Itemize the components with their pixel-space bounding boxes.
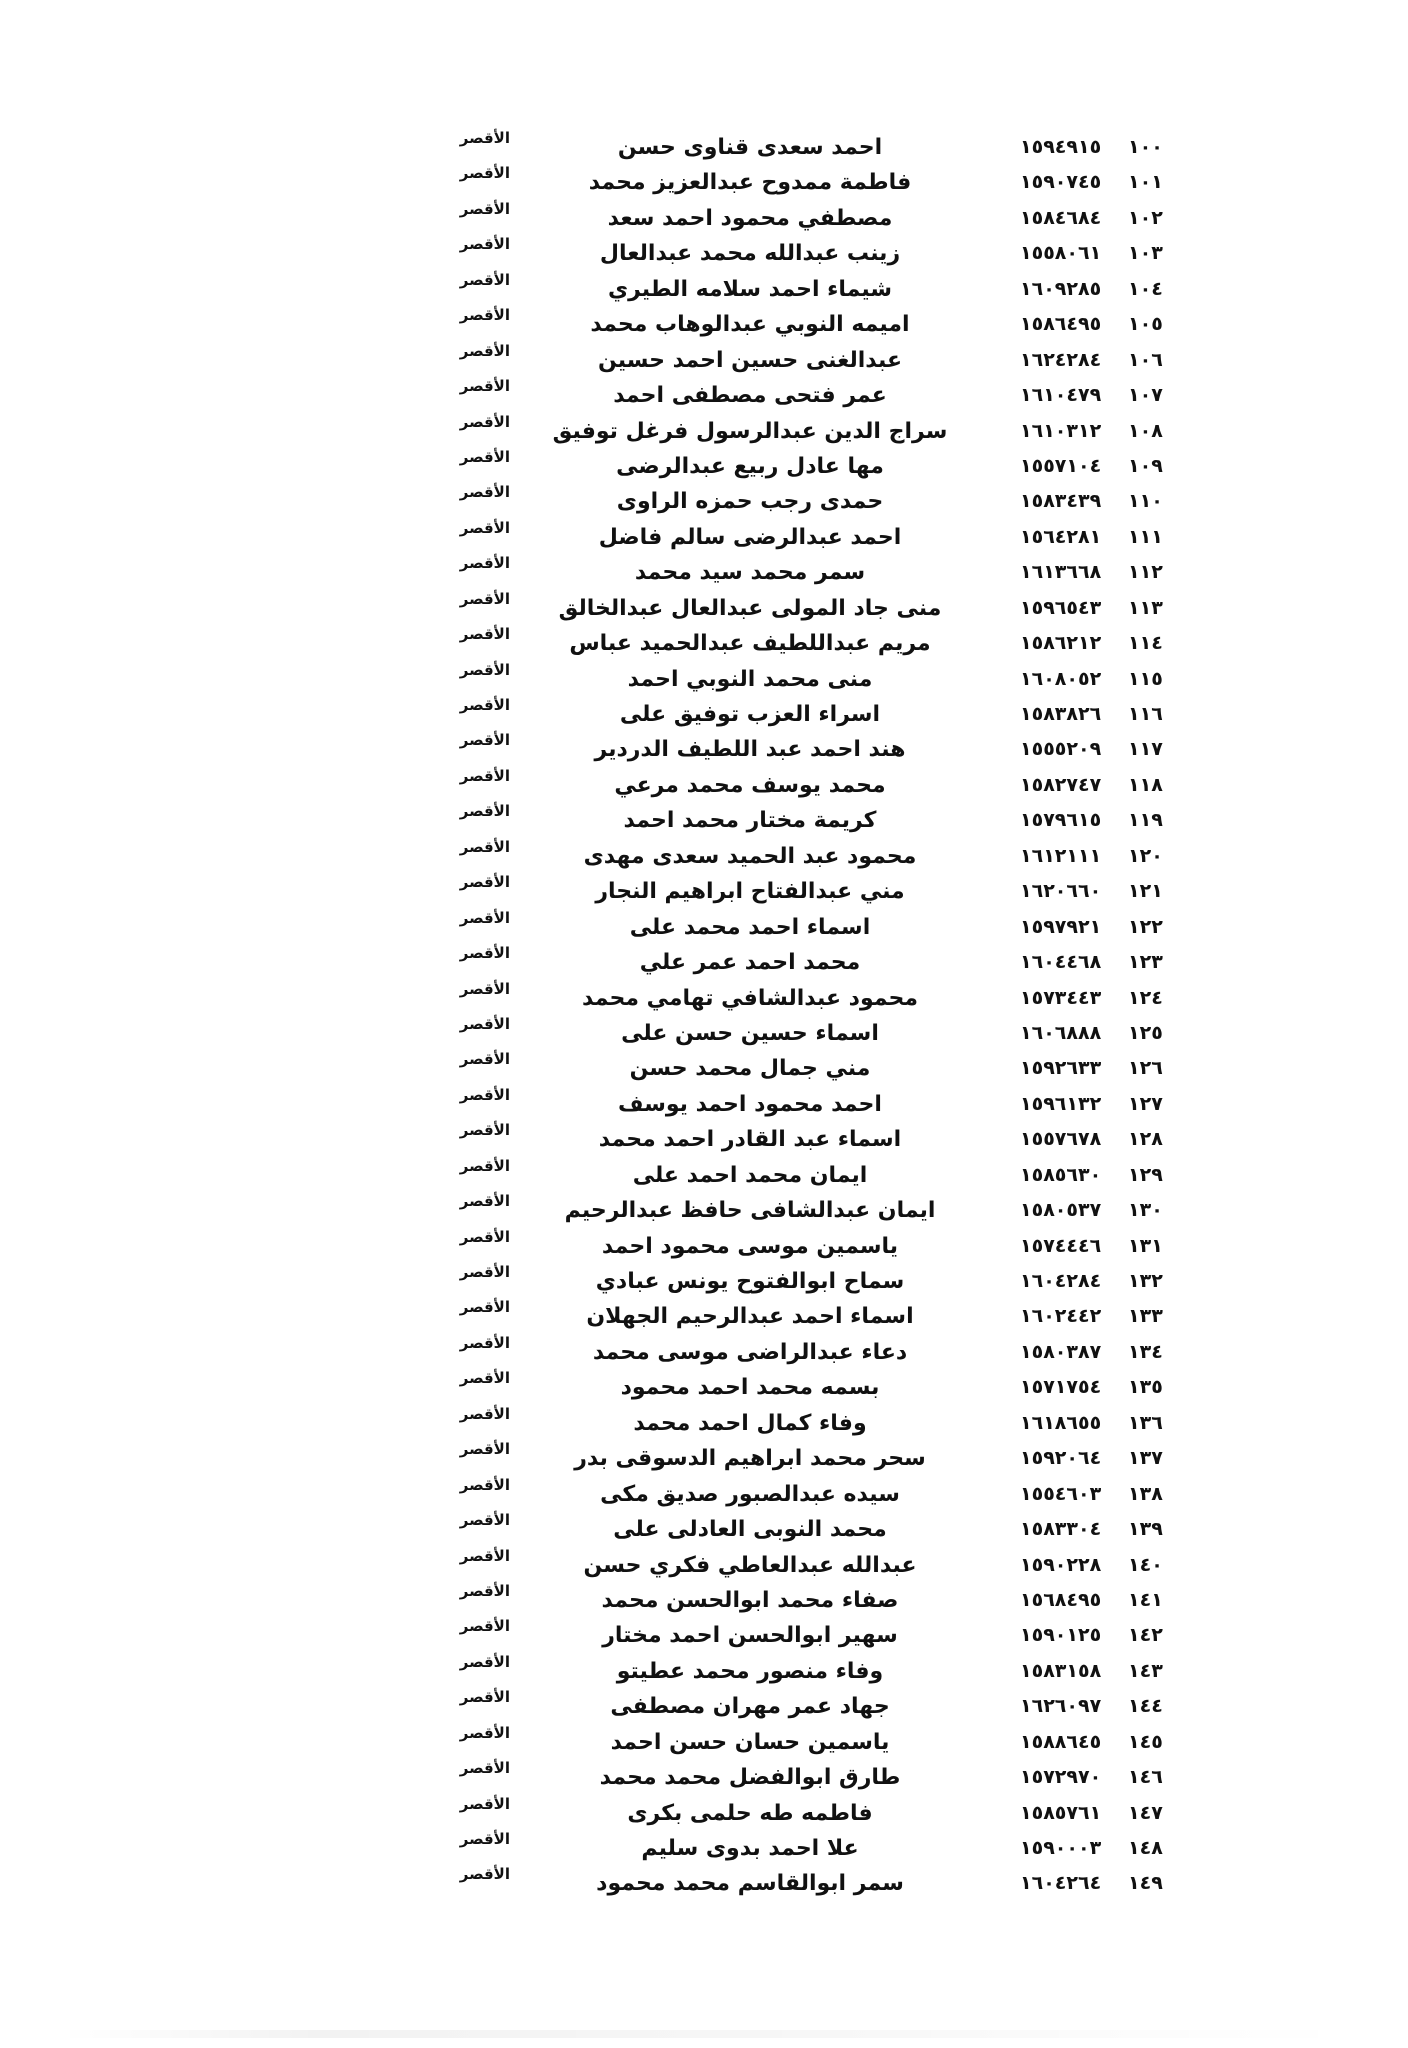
- row-name: احمد سعدى قناوى حسن: [617, 135, 883, 160]
- row-name: عبدالله عبدالعاطي فكري حسن: [583, 1552, 917, 1578]
- row-governorate: الأقصر: [459, 270, 510, 289]
- list-item: [0, 803, 1408, 838]
- row-code: ١٥٨٣١٥٨: [1020, 1659, 1102, 1682]
- row-name: سراج الدين عبدالرسول فرغل توفيق: [552, 418, 948, 444]
- list-item: [0, 1406, 1408, 1441]
- row-number: ١٤٦: [1128, 1766, 1163, 1789]
- row-name: سمر ابوالقاسم محمد محمود: [596, 1871, 904, 1897]
- row-code: ١٦٠٨٠٥٢: [1020, 667, 1102, 690]
- row-code: ١٥٨٦٤٩٥: [1020, 313, 1102, 336]
- row-code: ١٥٩٠٢٢٨: [1020, 1553, 1102, 1576]
- list-item: [0, 1477, 1408, 1512]
- row-code: ١٥٥٥٢٠٩: [1020, 738, 1102, 761]
- list-item: [0, 1654, 1408, 1689]
- row-governorate: الأقصر: [459, 1404, 510, 1423]
- row-code: ١٥٨٣٤٣٩: [1020, 490, 1102, 513]
- row-name: علا احمد بدوى سليم: [641, 1836, 859, 1861]
- list-item: [0, 1725, 1408, 1760]
- row-governorate: الأقصر: [459, 1014, 510, 1033]
- row-code: ١٥٧٩٦١٥: [1020, 809, 1102, 832]
- row-number: ١١٠: [1128, 490, 1163, 513]
- row-governorate: الأقصر: [459, 164, 510, 183]
- row-name: اسماء احمد عبدالرحيم الجهلان: [586, 1304, 914, 1330]
- row-code: ١٥٩٢٠٦٤: [1020, 1447, 1102, 1470]
- row-number: ١٤٤: [1128, 1695, 1163, 1718]
- row-governorate: الأقصر: [459, 1475, 510, 1494]
- row-governorate: الأقصر: [459, 1617, 510, 1636]
- row-code: ١٥٨٥٧٦١: [1020, 1801, 1102, 1824]
- row-governorate: الأقصر: [459, 1333, 510, 1352]
- row-number: ١٠٢: [1128, 206, 1163, 229]
- row-governorate: الأقصر: [459, 944, 510, 963]
- row-name: محمد يوسف محمد مرعي: [614, 772, 886, 798]
- list-item: [0, 1087, 1408, 1122]
- row-number: ١٢٠: [1128, 844, 1163, 867]
- row-governorate: الأقصر: [459, 731, 510, 750]
- row-governorate: الأقصر: [459, 1830, 510, 1848]
- row-governorate: الأقصر: [459, 1865, 510, 1884]
- row-code: ١٥٨٦٢١٢: [1020, 632, 1102, 655]
- row-number: ١٢٢: [1128, 915, 1163, 938]
- row-name: محمود عبدالشافي تهامي محمد: [582, 985, 918, 1011]
- list-item: [0, 484, 1408, 519]
- row-number: ١١٣: [1128, 596, 1163, 619]
- row-governorate: الأقصر: [459, 1156, 510, 1175]
- row-number: ١٠٠: [1128, 136, 1163, 158]
- row-name: بسمه محمد احمد محمود: [620, 1375, 880, 1401]
- list-item: [0, 520, 1408, 555]
- row-governorate: الأقصر: [459, 1369, 510, 1388]
- row-governorate: الأقصر: [459, 837, 510, 856]
- list-item: [0, 697, 1408, 732]
- row-code: ١٦٢٦٠٩٧: [1020, 1695, 1102, 1718]
- row-governorate: الأقصر: [459, 235, 510, 254]
- list-item: [0, 1264, 1408, 1299]
- row-number: ١٣١: [1128, 1234, 1163, 1257]
- list-item: [0, 165, 1408, 200]
- list-item: [0, 236, 1408, 271]
- row-code: ١٥٩٠٧٤٥: [1020, 171, 1102, 194]
- row-code: ١٥٩٦٥٤٣: [1020, 596, 1102, 619]
- row-name: عبدالغنى حسين احمد حسين: [597, 347, 903, 373]
- row-name: ياسمين حسان حسن احمد: [610, 1729, 890, 1755]
- row-code: ١٥٩٧٩٢١: [1020, 915, 1102, 938]
- row-number: ١٣٣: [1128, 1305, 1163, 1328]
- list-item: [0, 1618, 1408, 1653]
- row-number: ١٤٨: [1128, 1837, 1163, 1859]
- row-number: ١٣٧: [1128, 1447, 1163, 1470]
- list-item: [0, 768, 1408, 803]
- row-governorate: الأقصر: [459, 447, 510, 466]
- row-code: ١٥٥٨٠٦١: [1020, 242, 1102, 265]
- row-name: كريمة مختار محمد احمد: [623, 808, 877, 834]
- row-number: ١٤٢: [1128, 1624, 1163, 1647]
- row-number: ١٣٨: [1128, 1482, 1163, 1505]
- row-governorate: الأقصر: [459, 199, 510, 218]
- row-name: اسراء العزب توفيق على: [619, 702, 881, 727]
- row-code: ١٥٨٣٨٢٦: [1020, 703, 1102, 725]
- row-code: ١٦٠٤٢٦٤: [1020, 1872, 1102, 1895]
- row-governorate: الأقصر: [459, 412, 510, 431]
- row-code: ١٥٨٨٦٤٥: [1020, 1730, 1102, 1753]
- row-code: ١٦١٨٦٥٥: [1020, 1411, 1102, 1434]
- row-name: هند احمد عبد اللطيف الدردير: [594, 737, 906, 763]
- row-number: ١٠٨: [1128, 419, 1163, 442]
- row-code: ١٦٠٤٤٦٨: [1020, 951, 1102, 974]
- list-item: [0, 1760, 1408, 1795]
- list-item: [0, 1689, 1408, 1724]
- row-code: ١٥٧٢٩٧٠: [1020, 1766, 1102, 1789]
- row-name: محمد احمد عمر علي: [639, 950, 861, 976]
- row-governorate: الأقصر: [459, 483, 510, 502]
- row-number: ١٠١: [1128, 171, 1163, 194]
- row-governorate: الأقصر: [459, 1227, 510, 1246]
- row-name: فاطمة ممدوح عبدالعزيز محمد: [588, 170, 912, 196]
- row-number: ١٤٥: [1128, 1730, 1163, 1753]
- row-number: ١٠٥: [1128, 313, 1163, 336]
- row-number: ١١٤: [1128, 632, 1163, 655]
- row-governorate: الأقصر: [459, 660, 510, 679]
- row-name: ايمان عبدالشافى حافظ عبدالرحيم: [564, 1198, 936, 1224]
- row-name: محمود عبد الحميد سعدى مهدى: [583, 843, 917, 869]
- row-code: ١٥٩٠٠٠٣: [1020, 1837, 1102, 1859]
- row-code: ١٦١٠٣١٢: [1020, 419, 1102, 442]
- list-item: [0, 414, 1408, 449]
- row-number: ١٣٦: [1128, 1411, 1163, 1434]
- row-code: ١٥٩٠١٢٥: [1020, 1624, 1102, 1647]
- row-code: ١٦٠٢٤٤٢: [1020, 1305, 1102, 1328]
- row-governorate: الأقصر: [459, 1298, 510, 1317]
- row-number: ١١١: [1128, 525, 1163, 548]
- row-governorate: الأقصر: [459, 766, 510, 785]
- row-name: سهير ابوالحسن احمد مختار: [602, 1623, 898, 1649]
- row-governorate: الأقصر: [459, 306, 510, 325]
- list-item: [0, 378, 1408, 413]
- row-code: ١٦٠٦٨٨٨: [1020, 1021, 1102, 1044]
- list-item: [0, 732, 1408, 767]
- row-governorate: الأقصر: [459, 1652, 510, 1671]
- row-governorate: الأقصر: [459, 1794, 510, 1813]
- row-code: ١٥٨٥٦٣٠: [1020, 1163, 1102, 1186]
- row-code: ١٦٢٤٢٨٤: [1020, 348, 1102, 371]
- row-name: سمر محمد سيد محمد: [634, 560, 866, 586]
- list-item: [0, 343, 1408, 378]
- row-governorate: الأقصر: [459, 1121, 510, 1140]
- row-code: ١٦٠٤٢٨٤: [1020, 1270, 1102, 1292]
- row-code: ١٥٦٨٤٩٥: [1020, 1588, 1102, 1611]
- row-name: زينب عبدالله محمد عبدالعال: [599, 241, 901, 267]
- row-number: ١١٦: [1128, 703, 1163, 725]
- row-name: وفاء منصور محمد عطيتو: [616, 1658, 884, 1684]
- row-number: ١٢٦: [1128, 1057, 1163, 1080]
- list-item: [0, 307, 1408, 342]
- row-number: ١٠٦: [1128, 348, 1163, 371]
- list-item: [0, 201, 1408, 236]
- list-item: [0, 1512, 1408, 1547]
- row-governorate: الأقصر: [459, 979, 510, 998]
- row-name: صفاء محمد ابوالحسن محمد: [601, 1587, 899, 1613]
- list-item: [0, 1335, 1408, 1370]
- row-name: مني جمال محمد حسن: [629, 1056, 871, 1082]
- list-item: [0, 1831, 1408, 1866]
- row-governorate: الأقصر: [459, 518, 510, 537]
- list-item: [0, 910, 1408, 945]
- row-name: منى محمد النوبي احمد: [627, 666, 873, 692]
- list-item: [0, 626, 1408, 661]
- row-number: ١٣٢: [1128, 1270, 1163, 1292]
- row-name: عمر فتحى مصطفى احمد: [613, 383, 887, 409]
- row-name: ايمان محمد احمد على: [632, 1162, 868, 1188]
- row-number: ١٤١: [1128, 1588, 1163, 1611]
- row-code: ١٥٧١٧٥٤: [1020, 1376, 1102, 1399]
- row-code: ١٥٧٤٤٤٦: [1020, 1234, 1102, 1257]
- row-number: ١٣٤: [1128, 1340, 1163, 1363]
- row-governorate: الأقصر: [459, 554, 510, 573]
- row-code: ١٥٥٧٦٧٨: [1020, 1128, 1102, 1151]
- row-governorate: الأقصر: [459, 625, 510, 644]
- row-code: ١٦١٠٤٧٩: [1020, 384, 1102, 407]
- row-number: ١٣٠: [1128, 1199, 1163, 1222]
- list-item: [0, 1583, 1408, 1618]
- list-item: [0, 272, 1408, 307]
- list-item: [0, 1158, 1408, 1193]
- row-governorate: الأقصر: [459, 1511, 510, 1530]
- row-code: ١٥٨٣٣٠٤: [1020, 1518, 1102, 1541]
- row-number: ١٢٩: [1128, 1163, 1163, 1186]
- row-code: ١٥٥٤٦٠٣: [1020, 1482, 1102, 1505]
- row-governorate: الأقصر: [459, 377, 510, 396]
- row-name: حمدى رجب حمزه الراوى: [616, 489, 884, 515]
- list-item: [0, 945, 1408, 980]
- row-number: ١٢٧: [1128, 1092, 1163, 1115]
- row-name: ياسمين موسى محمود احمد: [601, 1233, 899, 1259]
- row-name: سماح ابوالفتوح يونس عبادي: [595, 1269, 905, 1294]
- list-item: [0, 662, 1408, 697]
- row-name: محمد النوبى العادلى على: [613, 1517, 887, 1543]
- row-code: ١٥٨٠٣٨٧: [1020, 1340, 1102, 1363]
- row-name: اسماء حسين حسن على: [621, 1020, 879, 1046]
- row-governorate: الأقصر: [459, 589, 510, 608]
- row-name: مها عادل ربيع عبدالرضى: [616, 453, 884, 479]
- row-name: مني عبدالفتاح ابراهيم النجار: [595, 879, 905, 905]
- row-name: جهاد عمر مهران مصطفى: [610, 1694, 890, 1720]
- row-number: ١١٢: [1128, 561, 1163, 584]
- row-code: ١٥٩٤٩١٥: [1020, 136, 1102, 158]
- list-item: [0, 449, 1408, 484]
- row-governorate: الأقصر: [459, 1723, 510, 1742]
- row-name: سيده عبدالصبور صديق مكى: [600, 1481, 900, 1507]
- row-governorate: الأقصر: [459, 1759, 510, 1778]
- row-number: ١٠٩: [1128, 454, 1163, 477]
- row-number: ١٠٣: [1128, 242, 1163, 265]
- row-code: ١٥٨٢٧٤٧: [1020, 773, 1102, 796]
- scan-edge-mark: [60, 2030, 1350, 2038]
- row-number: ١١٧: [1128, 738, 1163, 761]
- row-number: ١٤٩: [1128, 1872, 1163, 1895]
- row-name: مصطفي محمود احمد سعد: [607, 205, 893, 231]
- list-item: [0, 839, 1408, 874]
- row-code: ١٥٩٢٦٣٣: [1020, 1057, 1102, 1080]
- row-number: ١٠٧: [1128, 384, 1163, 407]
- row-number: ١٣٥: [1128, 1376, 1163, 1399]
- row-name: دعاء عبدالراضى موسى محمد: [592, 1339, 908, 1365]
- row-code: ١٦١٣٦٦٨: [1020, 561, 1102, 584]
- row-code: ١٥٩٦١٣٢: [1020, 1092, 1102, 1115]
- row-governorate: الأقصر: [459, 802, 510, 821]
- list-item: [0, 591, 1408, 626]
- row-number: ١٤٣: [1128, 1659, 1163, 1682]
- row-number: ١٢١: [1128, 880, 1163, 903]
- list-item: [0, 130, 1408, 165]
- row-name: اسماء عبد القادر احمد محمد: [598, 1127, 902, 1153]
- list-item: [0, 1122, 1408, 1157]
- row-number: ١٠٤: [1128, 277, 1163, 300]
- list-item: [0, 1193, 1408, 1228]
- list-item: [0, 1548, 1408, 1583]
- row-name: طارق ابوالفضل محمد محمد: [599, 1765, 901, 1791]
- row-name: اميمه النوبي عبدالوهاب محمد: [590, 312, 910, 338]
- row-governorate: الأقصر: [459, 1440, 510, 1459]
- row-number: ١٢٨: [1128, 1128, 1163, 1151]
- list-item: [0, 1299, 1408, 1334]
- row-number: ١١٨: [1128, 773, 1163, 796]
- row-governorate: الأقصر: [459, 1546, 510, 1565]
- list-item: [0, 1866, 1408, 1901]
- row-governorate: الأقصر: [459, 129, 510, 147]
- row-number: ١٢٥: [1128, 1021, 1163, 1044]
- row-number: ١٣٩: [1128, 1518, 1163, 1541]
- list-item: [0, 874, 1408, 909]
- list-item: [0, 1796, 1408, 1831]
- list-item: [0, 981, 1408, 1016]
- row-name: سحر محمد ابراهيم الدسوقى بدر: [574, 1446, 926, 1472]
- row-name: شيماء احمد سلامه الطيري: [607, 276, 893, 302]
- row-name: احمد عبدالرضى سالم فاضل: [598, 524, 902, 550]
- list-item: [0, 1016, 1408, 1051]
- row-name: فاطمه طه حلمى بكرى: [627, 1800, 873, 1826]
- list-item: [0, 555, 1408, 590]
- row-number: ١٤٠: [1128, 1553, 1163, 1576]
- row-number: ١٢٣: [1128, 951, 1163, 974]
- row-governorate: الأقصر: [459, 1263, 510, 1281]
- row-code: ١٦١٢١١١: [1020, 844, 1102, 867]
- list-item: [0, 1441, 1408, 1476]
- row-name: وفاء كمال احمد محمد: [633, 1410, 867, 1436]
- row-code: ١٦٠٩٢٨٥: [1020, 277, 1102, 300]
- row-code: ١٥٨٤٦٨٤: [1020, 206, 1102, 229]
- row-governorate: الأقصر: [459, 873, 510, 892]
- row-number: ١١٥: [1128, 667, 1163, 690]
- names-list: [0, 130, 1408, 1902]
- row-governorate: الأقصر: [459, 341, 510, 360]
- list-item: [0, 1370, 1408, 1405]
- list-item: [0, 1051, 1408, 1086]
- row-governorate: الأقصر: [459, 1581, 510, 1600]
- row-governorate: الأقصر: [459, 908, 510, 927]
- row-name: منى جاد المولى عبدالعال عبدالخالق: [558, 595, 942, 621]
- row-code: ١٥٧٣٤٤٣: [1020, 986, 1102, 1009]
- row-code: ١٥٦٤٢٨١: [1020, 525, 1102, 548]
- row-number: ١٢٤: [1128, 986, 1163, 1009]
- row-number: ١٤٧: [1128, 1801, 1163, 1824]
- list-item: [0, 1229, 1408, 1264]
- row-governorate: الأقصر: [459, 696, 510, 714]
- row-code: ١٦٢٠٦٦٠: [1020, 880, 1102, 903]
- row-name: مريم عبداللطيف عبدالحميد عباس: [569, 631, 931, 657]
- row-code: ١٥٥٧١٠٤: [1020, 454, 1102, 477]
- row-name: احمد محمود احمد يوسف: [618, 1091, 882, 1117]
- row-governorate: الأقصر: [459, 1085, 510, 1104]
- row-code: ١٥٨٠٥٣٧: [1020, 1199, 1102, 1222]
- row-governorate: الأقصر: [459, 1050, 510, 1069]
- row-governorate: الأقصر: [459, 1192, 510, 1211]
- row-name: اسماء احمد محمد على: [629, 914, 871, 940]
- row-number: ١١٩: [1128, 809, 1163, 832]
- row-governorate: الأقصر: [459, 1688, 510, 1707]
